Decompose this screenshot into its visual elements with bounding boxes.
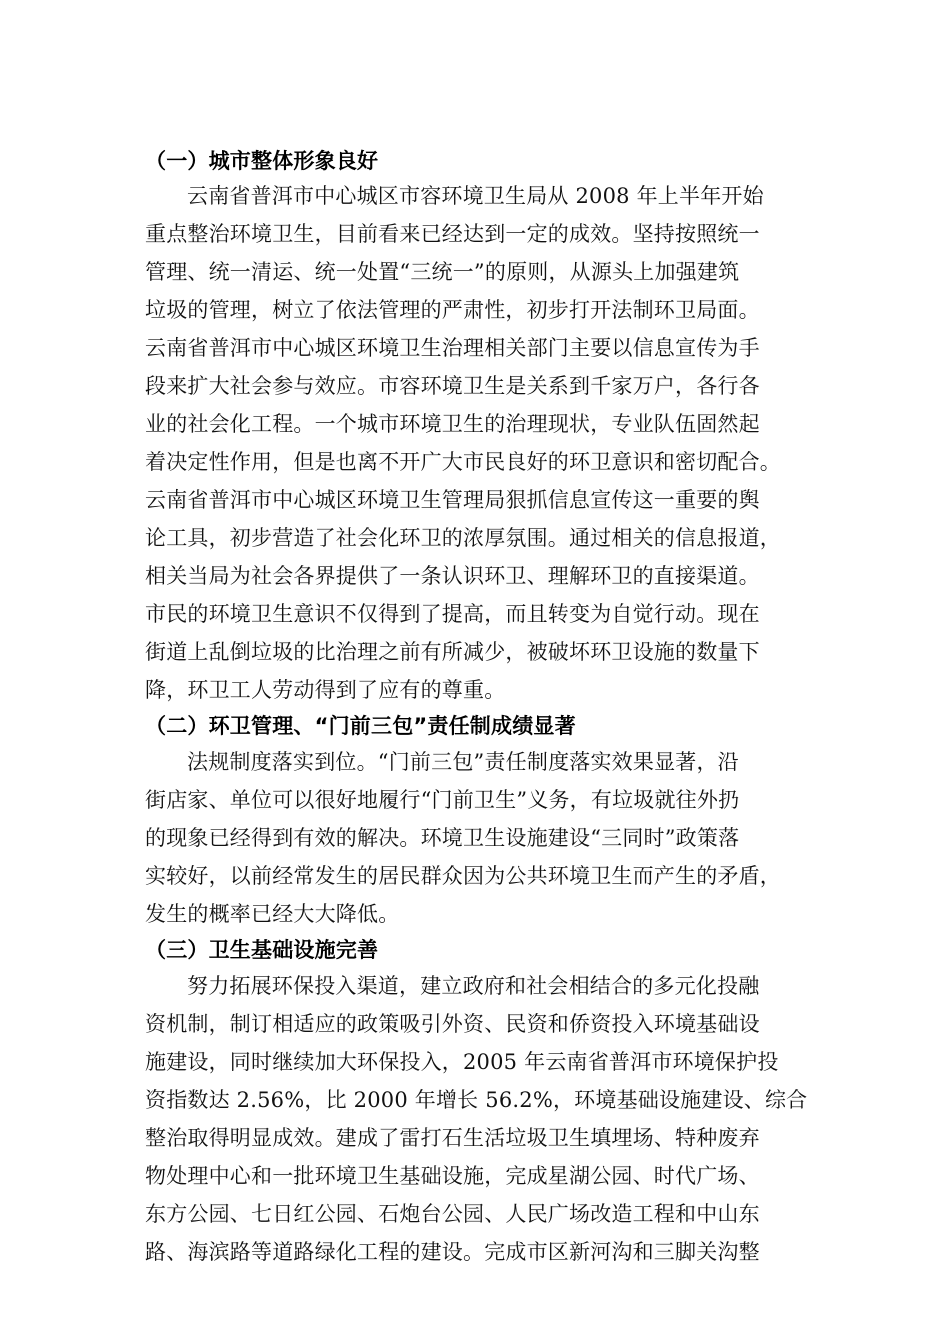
- section-heading: （三）卫生基础设施完善: [145, 938, 379, 962]
- paragraph-line: 法规制度落实到位。“门前三包”责任制度落实效果显著，沿: [187, 750, 739, 774]
- paragraph-line: 论工具，初步营造了社会化环卫的浓厚氛围。通过相关的信息报道，: [145, 526, 781, 550]
- paragraph-line: 街道上乱倒垃圾的比治理之前有所减少，被破坏环卫设施的数量下: [145, 640, 760, 664]
- paragraph-line: 市民的环境卫生意识不仅得到了提高，而且转变为自觉行动。现在: [145, 602, 760, 626]
- paragraph-line: 实较好，以前经常发生的居民群众因为公共环境卫生而产生的矛盾，: [145, 864, 781, 888]
- paragraph-line: 段来扩大社会参与效应。市容环境卫生是关系到千家万户，各行各: [145, 374, 760, 398]
- paragraph-line: 的现象已经得到有效的解决。环境卫生设施建设“三同时”政策落: [145, 826, 740, 850]
- paragraph-line: 重点整治环境卫生，目前看来已经达到一定的成效。坚持按照统一: [145, 222, 760, 246]
- section-heading: （一）城市整体形象良好: [145, 149, 379, 173]
- paragraph-line: 垃圾的管理，树立了依法管理的严肃性，初步打开法制环卫局面。: [145, 298, 760, 322]
- paragraph-line: 物处理中心和一批环境卫生基础设施，完成星湖公园、时代广场、: [145, 1164, 760, 1188]
- paragraph-line: 着决定性作用，但是也离不开广大市民良好的环卫意识和密切配合。: [145, 450, 781, 474]
- paragraph-line: 路、海滨路等道路绿化工程的建设。完成市区新河沟和三脚关沟整: [145, 1240, 760, 1264]
- paragraph-line: 东方公园、七日红公园、石炮台公园、人民广场改造工程和中山东: [145, 1202, 760, 1226]
- paragraph-line: 资机制，制订相适应的政策吸引外资、民资和侨资投入环境基础设: [145, 1012, 760, 1036]
- paragraph-line: 努力拓展环保投入渠道，建立政府和社会相结合的多元化投融: [187, 974, 760, 998]
- paragraph-line: 云南省普洱市中心城区市容环境卫生局从 2008 年上半年开始: [187, 184, 764, 208]
- paragraph-line: 整治取得明显成效。建成了雷打石生活垃圾卫生填埋场、特种废弃: [145, 1126, 760, 1150]
- paragraph-line: 资指数达 2.56%，比 2000 年增长 56.2%，环境基础设施建设、综合: [145, 1088, 808, 1112]
- paragraph-line: 云南省普洱市中心城区环境卫生管理局狠抓信息宣传这一重要的舆: [145, 488, 760, 512]
- paragraph-line: 业的社会化工程。一个城市环境卫生的治理现状，专业队伍固然起: [145, 412, 760, 436]
- paragraph-line: 相关当局为社会各界提供了一条认识环卫、理解环卫的直接渠道。: [145, 564, 760, 588]
- paragraph-line: 街店家、单位可以很好地履行“门前卫生”义务，有垃圾就往外扔: [145, 788, 740, 812]
- paragraph-line: 施建设，同时继续加大环保投入，2005 年云南省普洱市环境保护投: [145, 1050, 779, 1074]
- paragraph-line: 管理、统一清运、统一处置“三统一”的原则，从源头上加强建筑: [145, 260, 740, 284]
- paragraph-line: 发生的概率已经大大降低。: [145, 902, 400, 926]
- paragraph-line: 云南省普洱市中心城区环境卫生治理相关部门主要以信息宣传为手: [145, 336, 760, 360]
- section-heading: （二）环卫管理、“门前三包”责任制成绩显著: [145, 714, 576, 738]
- paragraph-line: 降，环卫工人劳动得到了应有的尊重。: [145, 678, 506, 702]
